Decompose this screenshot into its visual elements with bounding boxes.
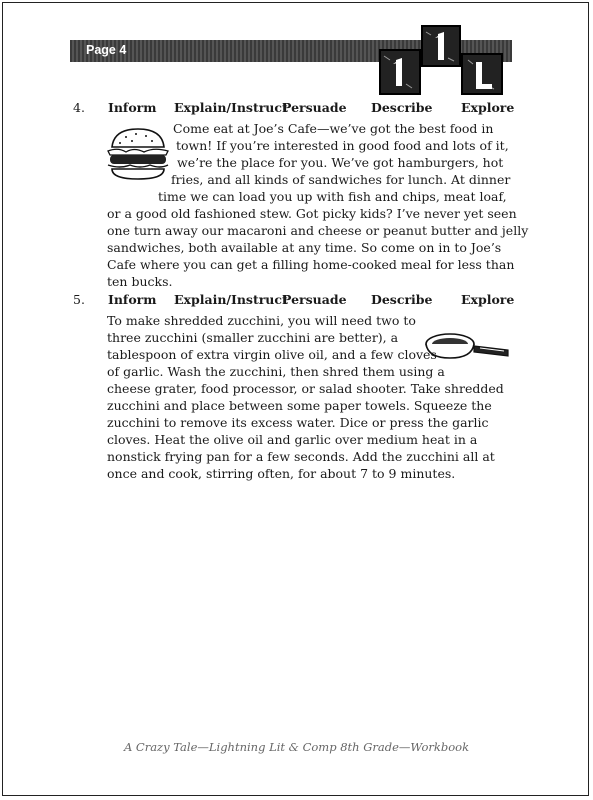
option-explore[interactable]: Explore	[461, 100, 515, 115]
passage-line: tablespoon of extra virgin olive oil, and a few cloves	[107, 347, 437, 362]
passage-line: cheese grater, food processor, or salad shooter. Take shredded	[107, 381, 504, 396]
passage-line: To make shredded zucchini, you will need two to	[107, 313, 416, 328]
option-describe[interactable]: Describe	[371, 292, 433, 307]
option-describe[interactable]: Describe	[371, 100, 433, 115]
passage-line: sandwiches, both available at any time. So come on in to Joe’s	[107, 240, 502, 255]
passage-line: ten bucks.	[107, 274, 173, 289]
question-number: 5.	[73, 292, 85, 307]
option-explain-instruct[interactable]: Explain/Instruct	[174, 100, 288, 115]
passage-line: time we can load you up with fish and chips, meat loaf,	[158, 189, 507, 204]
passage-line: cloves. Heat the olive oil and garlic over medium heat in a	[107, 432, 478, 447]
question-4-options	[73, 100, 513, 118]
passage-line: once and cook, stirring often, for about 7 to 9 minutes.	[107, 466, 456, 481]
option-inform[interactable]: Inform	[108, 292, 157, 307]
passage-line: nonstick frying pan for a few seconds. Add the zucchini all at	[107, 449, 495, 464]
option-explain-instruct[interactable]: Explain/Instruct	[174, 292, 288, 307]
passage-line: fries, and all kinds of sandwiches for lunch. At dinner	[171, 172, 511, 187]
question-5-options	[73, 292, 513, 310]
hamburger-icon	[104, 125, 172, 185]
passage-line: three zucchini (smaller zucchini are better), a	[107, 330, 399, 345]
option-explore[interactable]: Explore	[461, 292, 515, 307]
passage-line: one turn away our macaroni and cheese or peanut butter and jelly	[107, 223, 529, 238]
option-persuade[interactable]: Persuade	[282, 100, 347, 115]
passage-line: Cafe where you can get a filling home-cooked meal for less than	[107, 257, 515, 272]
passage-line: we’re the place for you. We’ve got hamburgers, hot	[177, 155, 504, 170]
passage-line: town! If you’re interested in good food and lots of it,	[176, 138, 509, 153]
passage-line: zucchini and place between some paper towels. Squeeze the	[107, 398, 492, 413]
question-number: 4.	[73, 100, 85, 115]
passage-line: zucchini to remove its excess water. Dice or press the garlic	[107, 415, 489, 430]
passage-line: or a good old fashioned stew. Got picky kids? I’ve never yet seen	[107, 206, 517, 221]
page-label: Page 4	[86, 43, 127, 57]
option-inform[interactable]: Inform	[108, 100, 157, 115]
footer-text: A Crazy Tale—Lightning Lit & Comp 8th Grade—Workbook	[123, 740, 470, 754]
option-persuade[interactable]: Persuade	[282, 292, 347, 307]
lightning-lit-logo	[378, 24, 504, 96]
passage-line: of garlic. Wash the zucchini, then shred them using a	[107, 364, 445, 379]
passage-line: Come eat at Joe’s Cafe—we’ve got the best food in	[173, 121, 494, 136]
